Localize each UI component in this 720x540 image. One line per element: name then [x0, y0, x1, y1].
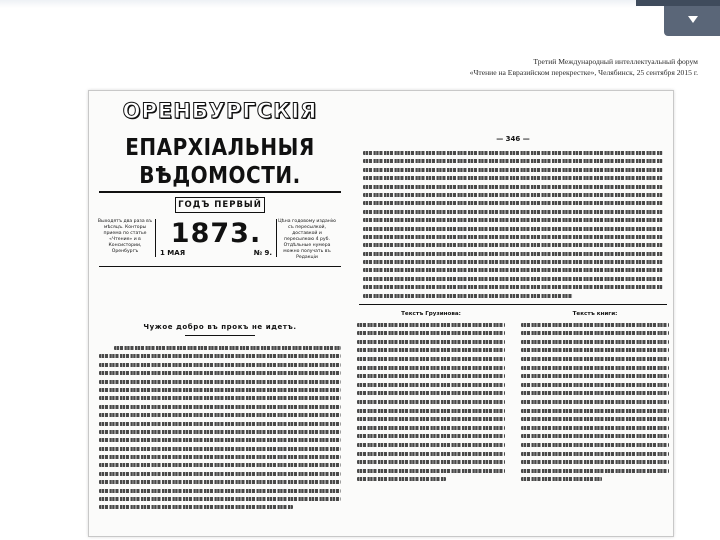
article-rule: [185, 335, 255, 336]
issue-date: 1 МАЯ: [160, 249, 186, 257]
top-shade: [0, 0, 720, 8]
forum-header: [338, 56, 698, 78]
article-body-text: [99, 346, 341, 509]
right-body-text: [363, 151, 663, 298]
page-number: — 346 —: [496, 135, 530, 143]
masthead-top: ОРЕНБУРГСКІЯ: [122, 99, 318, 123]
forum-header-line2: «Чтение на Евразийском перекрестке», Челябинск, 25 сентября 2015 г.: [469, 68, 698, 77]
right-divider: [359, 304, 667, 305]
comparison-left-heading: Текстъ Грузинова:: [401, 310, 461, 317]
newspaper-scan: [88, 90, 674, 537]
corner-arrow-icon: [664, 6, 720, 36]
year-label: ГОДЪ ПЕРВЫЙ: [175, 197, 265, 213]
info-left: Выходятъ два раза въ мѣсяцъ. Конторы приема по статье «Чтение» и в Консистории, Оренбургъ: [97, 219, 153, 254]
comparison-columns: [357, 311, 669, 486]
comparison-right-heading: Текстъ книги:: [572, 310, 618, 317]
comparison-left: [357, 311, 505, 486]
big-year: 1873.: [170, 218, 262, 249]
info-right: Цѣна годовому изданiю съ пересылкой, доставкой и пересылкою 4 руб. Отдѣльные нумера можно получать въ Редакціи: [278, 219, 336, 260]
masthead-rule: [99, 191, 341, 193]
comparison-right: [521, 311, 669, 486]
info-row: [95, 219, 345, 261]
issue-row: [156, 249, 276, 257]
masthead-bottom: ЕПАРХІАЛЬНЫЯ ВѢДОМОСТИ.: [125, 133, 315, 189]
issue-number: № 9.: [253, 249, 272, 257]
forum-header-line1: Третий Международный интеллектуальный форум: [533, 57, 698, 66]
issue-block: [155, 219, 277, 257]
scan-left-column: [95, 95, 345, 514]
scan-right-column: [357, 95, 669, 486]
info-rule: [99, 266, 341, 267]
article-title: Чужое добро въ прокъ не идетъ.: [143, 323, 297, 331]
